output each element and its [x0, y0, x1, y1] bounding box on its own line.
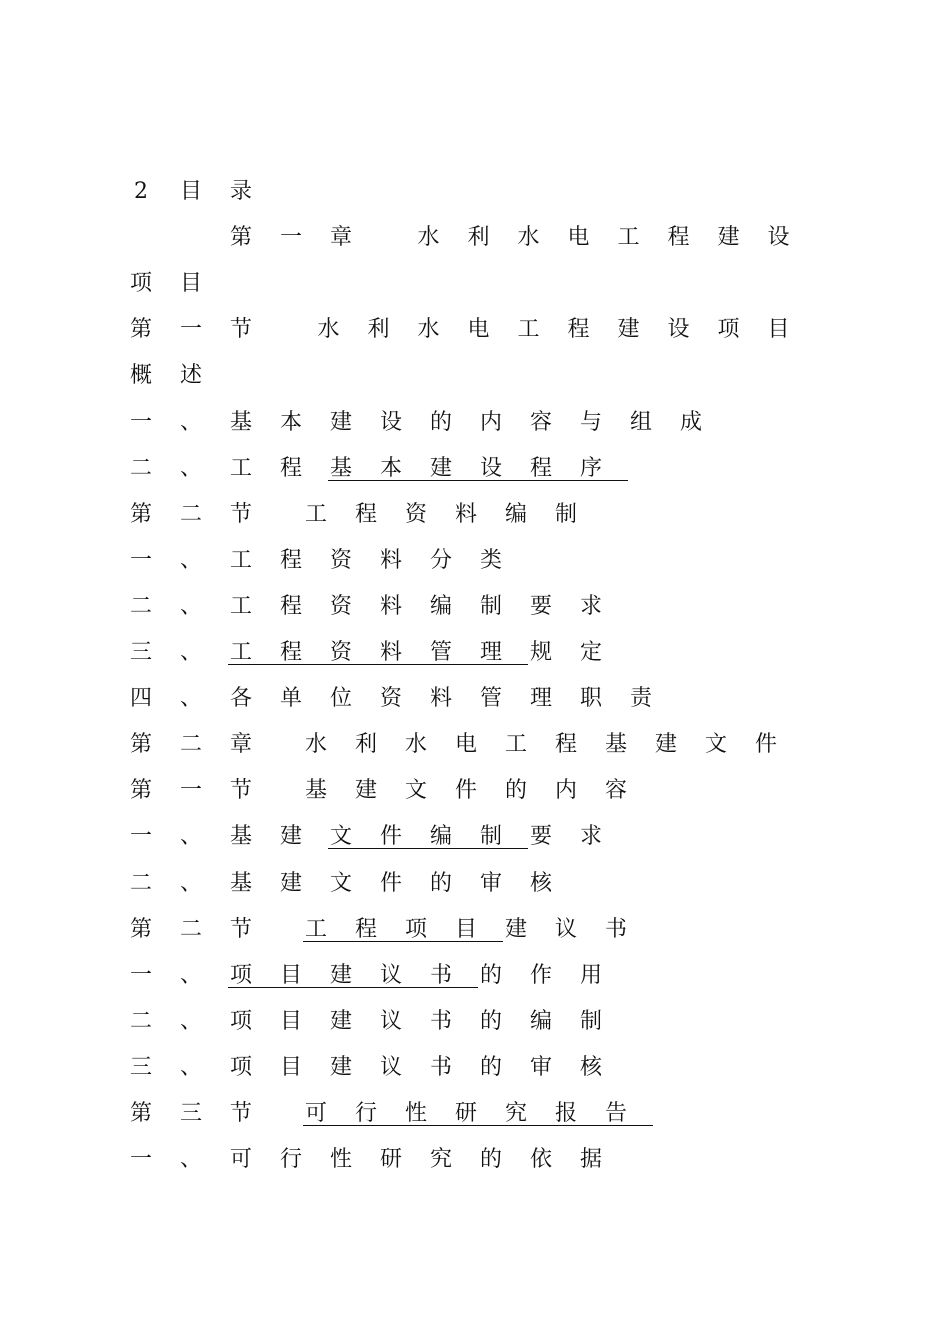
toc-glyph: 制: [479, 593, 502, 619]
toc-glyph: 程: [567, 317, 590, 343]
toc-glyph: 二: [129, 870, 152, 896]
toc-glyph: 核: [529, 870, 552, 896]
toc-line: [130, 176, 830, 208]
toc-glyph: 制: [479, 824, 502, 850]
toc-glyph: 三: [129, 1054, 152, 1080]
toc-line: [130, 545, 830, 577]
toc-glyph: 成: [679, 409, 702, 435]
toc-glyph: 项: [229, 1054, 252, 1080]
toc-line: [130, 914, 830, 946]
toc-glyph: 设: [667, 317, 690, 343]
toc-glyph: 一: [129, 409, 152, 435]
toc-glyph: 审: [529, 1054, 552, 1080]
toc-glyph: 目: [279, 1054, 302, 1080]
toc-glyph: 、: [179, 547, 202, 573]
toc-glyph: 基: [229, 824, 252, 850]
toc-glyph: 编: [529, 1008, 552, 1034]
toc-glyph: 内: [479, 409, 502, 435]
toc-glyph: 书: [429, 962, 452, 988]
toc-glyph: 程: [279, 455, 302, 481]
toc-line: [130, 960, 830, 992]
toc-glyph: 职: [579, 686, 602, 712]
toc-glyph: 工: [304, 916, 327, 942]
toc-glyph: 行: [354, 1101, 377, 1126]
toc-glyph: 资: [404, 501, 427, 527]
toc-glyph: 据: [579, 1147, 602, 1173]
toc-glyph: 目: [179, 179, 202, 204]
toc-glyph: 三: [129, 640, 152, 665]
toc-glyph: 的: [479, 962, 502, 988]
toc-glyph: 理: [529, 686, 552, 712]
toc-glyph: 概: [129, 363, 152, 389]
toc-glyph: 建: [617, 317, 640, 343]
toc-glyph: 料: [379, 593, 402, 619]
toc-glyph: 报: [554, 1101, 577, 1126]
toc-glyph: 建: [654, 732, 677, 758]
toc-glyph: 水: [317, 317, 340, 343]
toc-glyph: 、: [179, 686, 202, 712]
toc-glyph: 水: [404, 732, 427, 758]
toc-glyph: 述: [179, 363, 202, 389]
toc-glyph: 编: [429, 824, 452, 850]
toc-glyph: 料: [429, 686, 452, 712]
toc-line: [130, 729, 830, 761]
toc-glyph: 工: [229, 593, 252, 619]
toc-line: [130, 453, 830, 485]
toc-glyph: 研: [454, 1101, 477, 1126]
toc-glyph: 究: [504, 1101, 527, 1126]
toc-glyph: 电: [454, 732, 477, 758]
toc-glyph: 章: [229, 732, 252, 758]
toc-glyph: 一: [279, 225, 302, 251]
toc-glyph: 录: [229, 179, 252, 204]
toc-glyph: 二: [129, 1008, 152, 1034]
toc-glyph: 第: [129, 778, 152, 804]
toc-glyph: 设: [379, 409, 402, 435]
toc-glyph: 程: [279, 547, 302, 573]
toc-glyph: 料: [379, 547, 402, 573]
toc-glyph: 项: [404, 916, 427, 942]
toc-glyph: 建: [354, 778, 377, 804]
toc-glyph: 序: [579, 455, 602, 481]
toc-glyph: 议: [379, 1054, 402, 1080]
toc-glyph: 组: [629, 409, 652, 435]
toc-glyph: 用: [579, 962, 602, 988]
toc-glyph: 核: [579, 1054, 602, 1080]
toc-glyph: 建: [329, 1054, 352, 1080]
toc-glyph: 文: [329, 824, 352, 850]
toc-glyph: 第: [129, 501, 152, 527]
underline: [328, 848, 528, 849]
toc-glyph: 可: [229, 1147, 252, 1173]
toc-glyph: 书: [604, 916, 627, 942]
toc-line: [130, 591, 830, 623]
toc-glyph: 一: [179, 317, 202, 343]
toc-glyph: 节: [229, 317, 252, 343]
toc-glyph: 四: [129, 686, 152, 712]
toc-glyph: 性: [329, 1147, 352, 1173]
toc-glyph: 求: [579, 824, 602, 850]
toc-glyph: 设: [767, 225, 790, 251]
toc-glyph: 、: [179, 824, 202, 850]
toc-glyph: 可: [304, 1101, 327, 1126]
toc-glyph: 位: [329, 686, 352, 712]
toc-glyph: 的: [504, 778, 527, 804]
toc-glyph: 依: [529, 1147, 552, 1173]
toc-glyph: 书: [429, 1054, 452, 1080]
toc-glyph: 研: [379, 1147, 402, 1173]
toc-glyph: 工: [229, 547, 252, 573]
toc-glyph: 料: [454, 501, 477, 527]
toc-glyph: 工: [229, 455, 252, 481]
toc-glyph: 程: [554, 732, 577, 758]
toc-glyph: 编: [504, 501, 527, 527]
toc-glyph: 节: [229, 916, 252, 942]
toc-glyph: 第: [129, 916, 152, 942]
toc-glyph: 第: [229, 225, 252, 251]
toc-glyph: 基: [229, 409, 252, 435]
toc-glyph: 三: [179, 1101, 202, 1126]
toc-glyph: 程: [279, 593, 302, 619]
toc-glyph: 文: [404, 778, 427, 804]
toc-glyph: 利: [367, 317, 390, 343]
toc-glyph: 利: [467, 225, 490, 251]
toc-glyph: 与: [579, 409, 602, 435]
toc-glyph: 内: [554, 778, 577, 804]
toc-line: [130, 314, 830, 346]
toc-glyph: 基: [604, 732, 627, 758]
toc-glyph: 基: [304, 778, 327, 804]
toc-glyph: 一: [179, 778, 202, 804]
toc-glyph: 的: [479, 1008, 502, 1034]
toc-glyph: 编: [429, 593, 452, 619]
toc-glyph: 资: [329, 593, 352, 619]
toc-glyph: 各: [229, 686, 252, 712]
toc-glyph: 分: [429, 547, 452, 573]
toc-glyph: 水: [517, 225, 540, 251]
toc-glyph: 2: [134, 179, 148, 204]
toc-glyph: 单: [279, 686, 302, 712]
toc-glyph: 二: [179, 732, 202, 758]
toc-glyph: 基: [329, 455, 352, 481]
toc-glyph: 文: [329, 870, 352, 896]
toc-glyph: 工: [229, 640, 252, 665]
toc-glyph: 件: [379, 870, 402, 896]
toc-glyph: 程: [354, 916, 377, 942]
toc-glyph: 利: [354, 732, 377, 758]
toc-glyph: 类: [479, 547, 502, 573]
toc-glyph: 程: [279, 640, 302, 665]
toc-glyph: 议: [379, 1008, 402, 1034]
underline: [328, 480, 628, 481]
toc-glyph: 电: [467, 317, 490, 343]
toc-glyph: 资: [379, 686, 402, 712]
toc-glyph: 定: [579, 640, 602, 665]
toc-glyph: 管: [429, 640, 452, 665]
toc-line: [130, 268, 830, 300]
toc-glyph: 本: [279, 409, 302, 435]
toc-line: [130, 683, 830, 715]
toc-glyph: 目: [179, 271, 202, 297]
toc-glyph: 建: [504, 916, 527, 942]
toc-glyph: 程: [667, 225, 690, 251]
toc-glyph: 件: [754, 732, 777, 758]
toc-glyph: 建: [429, 455, 452, 481]
toc-glyph: 制: [579, 1008, 602, 1034]
toc-glyph: 二: [179, 501, 202, 527]
underline: [228, 664, 528, 665]
toc-line: [130, 1052, 830, 1084]
toc-glyph: 项: [717, 317, 740, 343]
toc-glyph: 理: [479, 640, 502, 665]
toc-glyph: 设: [479, 455, 502, 481]
toc-line: [130, 775, 830, 807]
toc-glyph: 建: [279, 824, 302, 850]
toc-glyph: 水: [304, 732, 327, 758]
toc-glyph: 求: [579, 593, 602, 619]
toc-glyph: 件: [454, 778, 477, 804]
toc-glyph: 水: [417, 225, 440, 251]
toc-glyph: 节: [229, 778, 252, 804]
toc-glyph: 究: [429, 1147, 452, 1173]
toc-glyph: 、: [179, 409, 202, 435]
toc-glyph: 目: [767, 317, 790, 343]
toc-glyph: 要: [529, 824, 552, 850]
toc-glyph: 一: [129, 824, 152, 850]
toc-glyph: 工: [617, 225, 640, 251]
toc-glyph: 项: [229, 1008, 252, 1034]
toc-glyph: 本: [379, 455, 402, 481]
toc-glyph: 项: [129, 271, 152, 297]
toc-glyph: 程: [354, 501, 377, 527]
toc-glyph: 项: [229, 962, 252, 988]
underline: [303, 1125, 653, 1126]
toc-line: [130, 1006, 830, 1038]
toc-glyph: 第: [129, 732, 152, 758]
underline: [303, 941, 503, 942]
toc-glyph: 料: [379, 640, 402, 665]
toc-glyph: 章: [329, 225, 352, 251]
toc-glyph: 第: [129, 1101, 152, 1126]
toc-glyph: 目: [454, 916, 477, 942]
toc-line: [130, 360, 830, 392]
toc-glyph: 建: [329, 409, 352, 435]
toc-glyph: 目: [279, 962, 302, 988]
toc-glyph: 、: [179, 1054, 202, 1080]
toc-glyph: 的: [429, 870, 452, 896]
toc-glyph: 一: [129, 547, 152, 573]
toc-glyph: 容: [529, 409, 552, 435]
toc-glyph: 规: [529, 640, 552, 665]
toc-glyph: 程: [529, 455, 552, 481]
toc-glyph: 、: [179, 593, 202, 619]
toc-glyph: 、: [179, 962, 202, 988]
toc-glyph: 二: [129, 455, 152, 481]
toc-glyph: 资: [329, 640, 352, 665]
toc-glyph: 议: [379, 962, 402, 988]
toc-glyph: 容: [604, 778, 627, 804]
toc-glyph: 建: [279, 870, 302, 896]
toc-glyph: 基: [229, 870, 252, 896]
toc-glyph: 一: [129, 962, 152, 988]
underline: [228, 987, 478, 988]
toc-glyph: 工: [517, 317, 540, 343]
toc-line: [130, 407, 830, 439]
toc-glyph: 的: [479, 1054, 502, 1080]
toc-glyph: 建: [329, 1008, 352, 1034]
toc-glyph: 书: [429, 1008, 452, 1034]
toc-glyph: 工: [304, 501, 327, 527]
toc-glyph: 、: [179, 870, 202, 896]
toc-glyph: 一: [129, 1147, 152, 1173]
toc-glyph: 二: [129, 593, 152, 619]
toc-glyph: 第: [129, 317, 152, 343]
toc-glyph: 、: [179, 455, 202, 481]
toc-glyph: 节: [229, 1101, 252, 1126]
toc-line: [130, 222, 830, 254]
toc-glyph: 行: [279, 1147, 302, 1173]
toc-glyph: 文: [704, 732, 727, 758]
toc-line: [130, 1144, 830, 1176]
toc-glyph: 、: [179, 1008, 202, 1034]
toc-glyph: 的: [479, 1147, 502, 1173]
toc-glyph: 工: [504, 732, 527, 758]
toc-glyph: 件: [379, 824, 402, 850]
toc-glyph: 建: [329, 962, 352, 988]
toc-glyph: 审: [479, 870, 502, 896]
toc-line: [130, 499, 830, 531]
toc-glyph: 管: [479, 686, 502, 712]
toc-glyph: 目: [279, 1008, 302, 1034]
toc-glyph: 水: [417, 317, 440, 343]
toc-glyph: 的: [429, 409, 452, 435]
toc-glyph: 责: [629, 686, 652, 712]
toc-line: [130, 821, 830, 853]
toc-glyph: 资: [329, 547, 352, 573]
toc-glyph: 作: [529, 962, 552, 988]
toc-glyph: 二: [179, 916, 202, 942]
toc-glyph: 、: [179, 1147, 202, 1173]
toc-glyph: 告: [604, 1101, 627, 1126]
toc-glyph: 制: [554, 501, 577, 527]
toc-glyph: 建: [717, 225, 740, 251]
toc-glyph: 、: [179, 640, 202, 665]
toc-glyph: 性: [404, 1101, 427, 1126]
toc-glyph: 节: [229, 501, 252, 527]
toc-glyph: 要: [529, 593, 552, 619]
toc-line: [130, 868, 830, 900]
toc-glyph: 议: [554, 916, 577, 942]
toc-line: [130, 1098, 830, 1130]
toc-line: [130, 637, 830, 669]
toc-glyph: 电: [567, 225, 590, 251]
